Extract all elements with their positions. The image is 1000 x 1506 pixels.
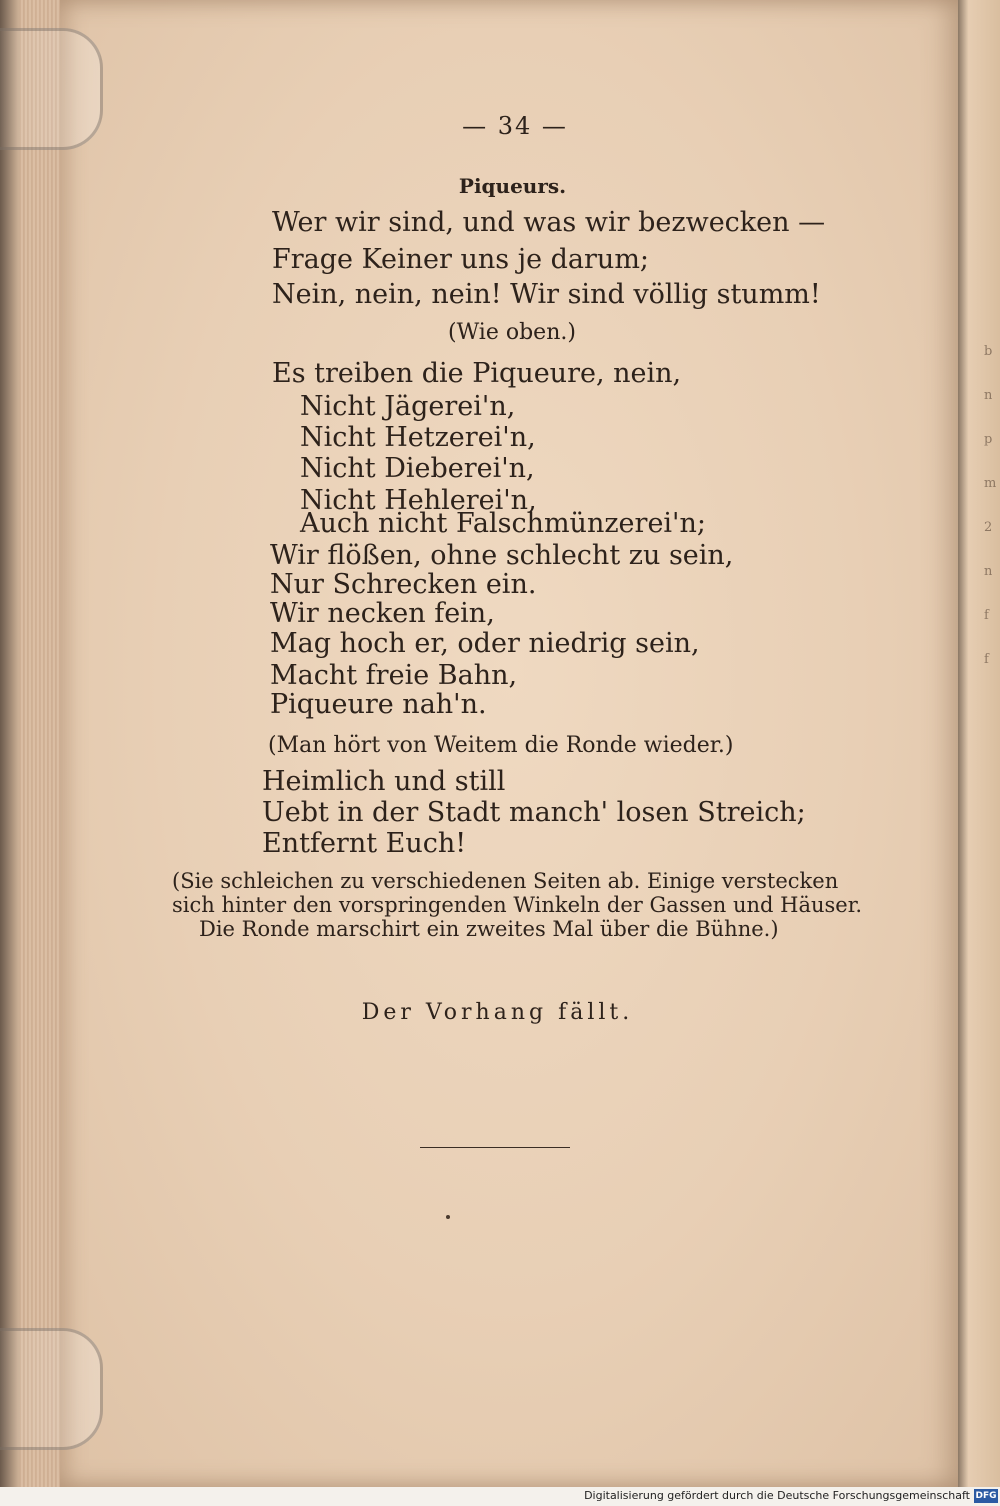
verse-line: Mag hoch er, oder niedrig sein, bbox=[270, 628, 700, 659]
bleed-char: b bbox=[984, 344, 993, 359]
verse-line: Nicht Hetzerei'n, bbox=[300, 422, 536, 453]
bleed-char: f bbox=[984, 608, 989, 623]
verse-line: Macht freie Bahn, bbox=[270, 660, 518, 691]
verse-line: Auch nicht Falschmünzerei'n; bbox=[300, 508, 706, 539]
stage-direction: Die Ronde marschirt ein zweites Mal über die Bühne.) bbox=[199, 917, 779, 941]
verse-line: Nur Schrecken ein. bbox=[270, 569, 537, 600]
verse-line: Entfernt Euch! bbox=[262, 828, 467, 859]
bleed-char: f bbox=[984, 652, 989, 667]
verse-line: Nein, nein, nein! Wir sind völlig stumm! bbox=[272, 279, 821, 310]
stage-direction: (Sie schleichen zu verschiedenen Seiten ab. Einige verstecken bbox=[172, 869, 839, 893]
end-rule bbox=[420, 1147, 570, 1148]
verse-line: Nicht Hehlerei'n, bbox=[300, 485, 537, 516]
verse-line: Nicht Dieberei'n, bbox=[300, 453, 535, 484]
bleed-char: 2 bbox=[984, 520, 993, 535]
page-number: — 34 — bbox=[462, 112, 568, 140]
verse-line: Nicht Jägerei'n, bbox=[300, 391, 516, 422]
bleed-char: n bbox=[984, 564, 993, 579]
verse-line: Heimlich und still bbox=[262, 766, 506, 797]
stage-direction: (Man hört von Weitem die Ronde wieder.) bbox=[268, 733, 734, 758]
dfg-logo: DFG bbox=[975, 1491, 997, 1501]
bleed-char: n bbox=[984, 388, 993, 403]
bleed-char: m bbox=[984, 476, 997, 491]
ink-speck bbox=[446, 1215, 450, 1219]
bleed-char: p bbox=[984, 432, 993, 447]
verse-line: Frage Keiner uns je darum; bbox=[272, 244, 650, 275]
verse-line: Uebt in der Stadt manch' losen Streich; bbox=[262, 797, 806, 828]
stage-direction: (Wie oben.) bbox=[448, 320, 576, 345]
speaker-heading: Piqueurs. bbox=[458, 174, 567, 198]
stage-direction: sich hinter den vorspringenden Winkeln der Gassen und Häuser. bbox=[172, 893, 863, 917]
verse-line: Wir necken fein, bbox=[270, 598, 495, 629]
verse-line: Wer wir sind, und was wir bezwecken — bbox=[272, 207, 826, 238]
verse-line: Wir flößen, ohne schlecht zu sein, bbox=[270, 540, 734, 571]
digitization-credit: Digitalisierung gefördert durch die Deutsche Forschungsgemeinschaft bbox=[584, 1489, 970, 1502]
curtain-line: Der Vorhang fällt. bbox=[361, 1000, 634, 1025]
verse-line: Piqueure nah'n. bbox=[270, 689, 487, 720]
verse-line: Es treiben die Piqueure, nein, bbox=[272, 358, 682, 389]
